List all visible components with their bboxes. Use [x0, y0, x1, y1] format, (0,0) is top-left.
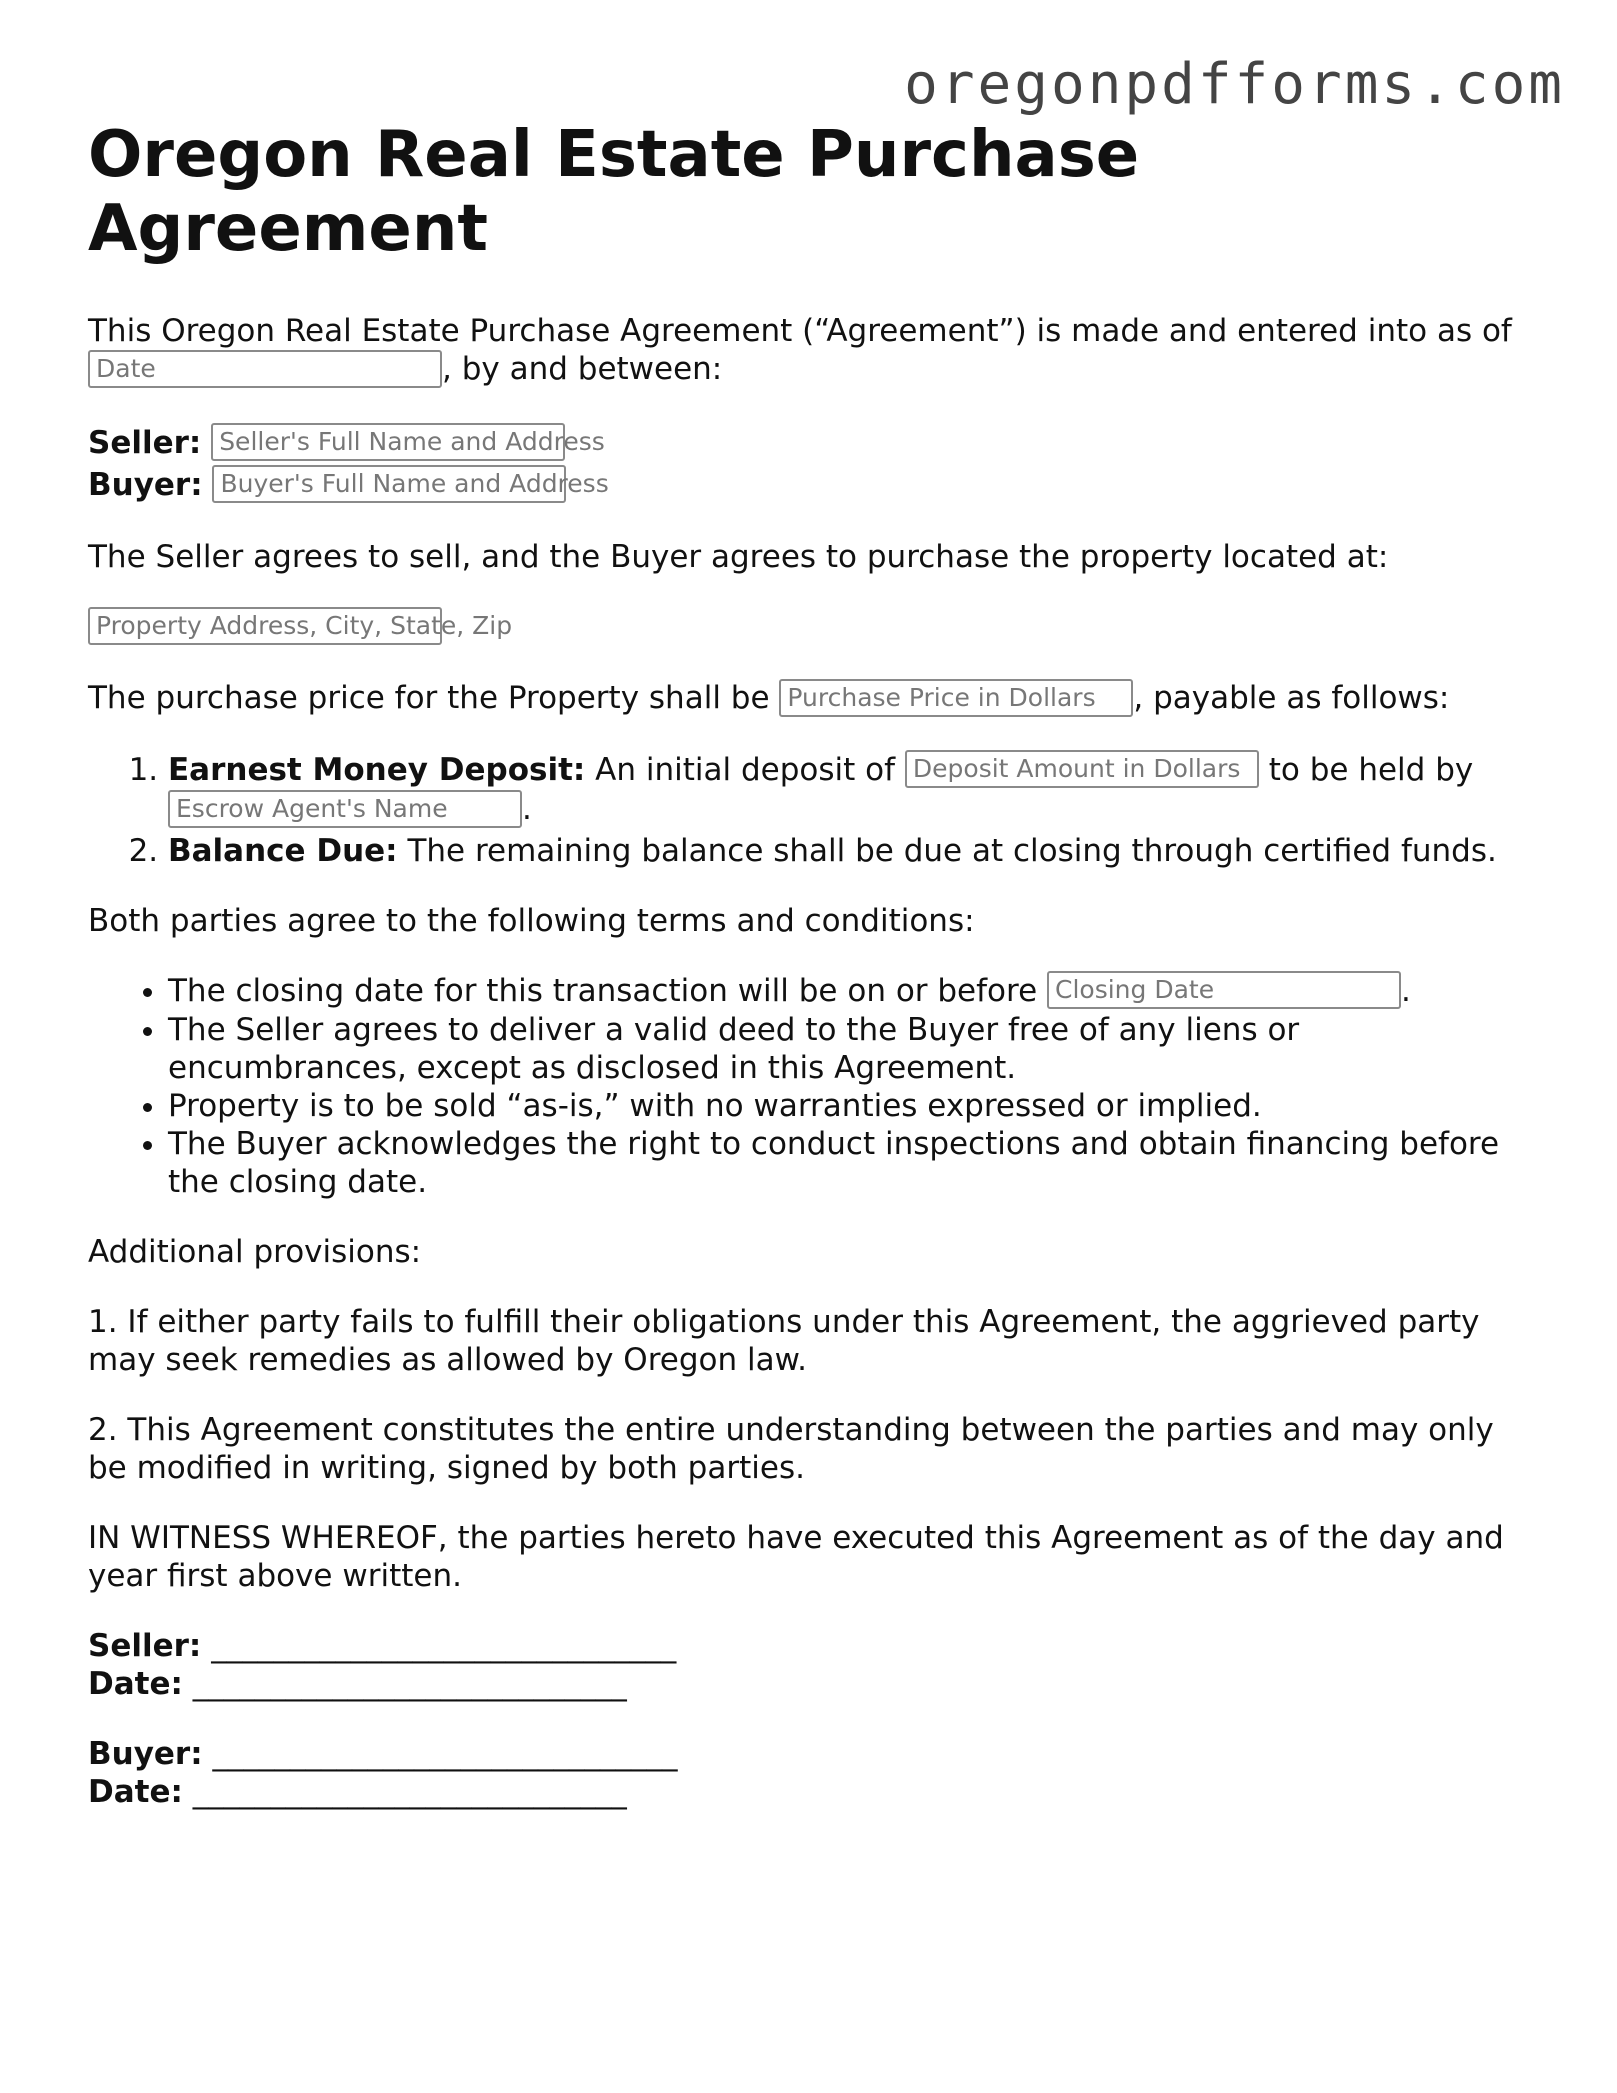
list-item-closing: [168, 972, 1528, 1012]
page-title: Oregon Real Estate Purchase Agreement: [88, 118, 1140, 266]
agreement-document: [88, 108, 1528, 1843]
deposit-text-before: An initial deposit of: [585, 751, 905, 788]
site-watermark: oregonpdfforms.com: [904, 52, 1565, 117]
escrow-text-after: .: [522, 791, 532, 827]
balance-text: The remaining balance shall be due at closing through certified funds.: [397, 832, 1497, 869]
seller-signature-label: Seller:: [88, 1628, 202, 1664]
terms-intro: Both parties agree to the following terms and conditions:: [88, 902, 975, 939]
list-item-deed: • The Seller agrees to deliver a valid deed to the Buyer free of any liens or encumbrances, except as disclosed in this Agreement.: [168, 1011, 1528, 1087]
price-text-after: , payable as follows:: [1133, 680, 1450, 716]
buyer-date-line[interactable]: ____________________________: [192, 1774, 627, 1810]
seller-date-label: Date:: [88, 1666, 183, 1702]
witness-paragraph: IN WITNESS WHEREOF, the parties hereto have executed this Agreement as of the day and year first above written.: [88, 1520, 1504, 1594]
payment-terms-list: [88, 751, 1528, 870]
seller-signature-block: [88, 1627, 1528, 1703]
list-item-balance: [168, 832, 1528, 870]
buyer-signature-block: [88, 1735, 1528, 1811]
buyer-date-row: [88, 1773, 1528, 1811]
closing-text-after: .: [1401, 972, 1411, 1009]
purchase-price-input[interactable]: Purchase Price in Dollars: [779, 679, 1133, 717]
buyer-signature-label: Buyer:: [88, 1736, 203, 1772]
price-paragraph: [88, 679, 1528, 719]
deposit-text-after: to be held by: [1258, 751, 1474, 788]
buyer-row: [88, 464, 1528, 506]
buyer-label: Buyer:: [88, 466, 203, 503]
seller-label: Seller:: [88, 424, 202, 461]
agreement-date-input[interactable]: Date: [88, 350, 442, 388]
seller-signature-row: [88, 1627, 1528, 1665]
intro-text-after: , by and between:: [442, 351, 723, 387]
list-item-as-is: • Property is to be sold “as-is,” with no warranties expressed or implied.: [168, 1087, 1528, 1125]
property-paragraph: The Seller agrees to sell, and the Buyer agrees to purchase the property located at:: [88, 538, 1389, 575]
seller-row: [88, 422, 1528, 464]
price-text-before: The purchase price for the Property shall be: [88, 680, 780, 716]
provision-1: 1. If either party fails to fulfill their obligations under this Agreement, the aggrieved party may seek remedies as allowed by Oregon law.: [88, 1304, 1480, 1378]
additional-provisions-title: Additional provisions:: [88, 1234, 422, 1270]
balance-label: Balance Due:: [168, 832, 398, 869]
intro-text-before: This Oregon Real Estate Purchase Agreement (“Agreement”) is made and entered into as of: [88, 313, 1512, 349]
buyer-signature-row: [88, 1735, 1528, 1773]
list-item-deposit: [168, 751, 1528, 830]
closing-date-input[interactable]: Closing Date: [1047, 971, 1401, 1009]
property-address-row: [88, 608, 1528, 648]
list-item-inspections: • The Buyer acknowledges the right to conduct inspections and obtain financing before the closing date.: [168, 1125, 1528, 1201]
terms-list: [88, 972, 1528, 1202]
deposit-label: Earnest Money Deposit:: [168, 751, 586, 788]
closing-text-before: The closing date for this transaction will be on or before: [168, 972, 1048, 1009]
provision-2: 2. This Agreement constitutes the entire understanding between the parties and may only be modified in writing, signed by both parties.: [88, 1412, 1494, 1486]
buyer-date-label: Date:: [88, 1774, 183, 1810]
seller-date-line[interactable]: ____________________________: [192, 1666, 627, 1702]
seller-date-row: [88, 1665, 1528, 1703]
seller-name-input[interactable]: Seller's Full Name and Address: [211, 423, 565, 461]
intro-paragraph: [88, 312, 1528, 390]
buyer-name-input[interactable]: Buyer's Full Name and Address: [212, 465, 566, 503]
buyer-signature-line[interactable]: ______________________________: [212, 1736, 678, 1772]
seller-signature-line[interactable]: ______________________________: [211, 1628, 677, 1664]
parties-block: [88, 422, 1528, 506]
escrow-agent-input[interactable]: Escrow Agent's Name: [168, 790, 522, 828]
deposit-amount-input[interactable]: Deposit Amount in Dollars: [905, 750, 1259, 788]
property-address-input[interactable]: Property Address, City, State, Zip: [88, 607, 442, 645]
